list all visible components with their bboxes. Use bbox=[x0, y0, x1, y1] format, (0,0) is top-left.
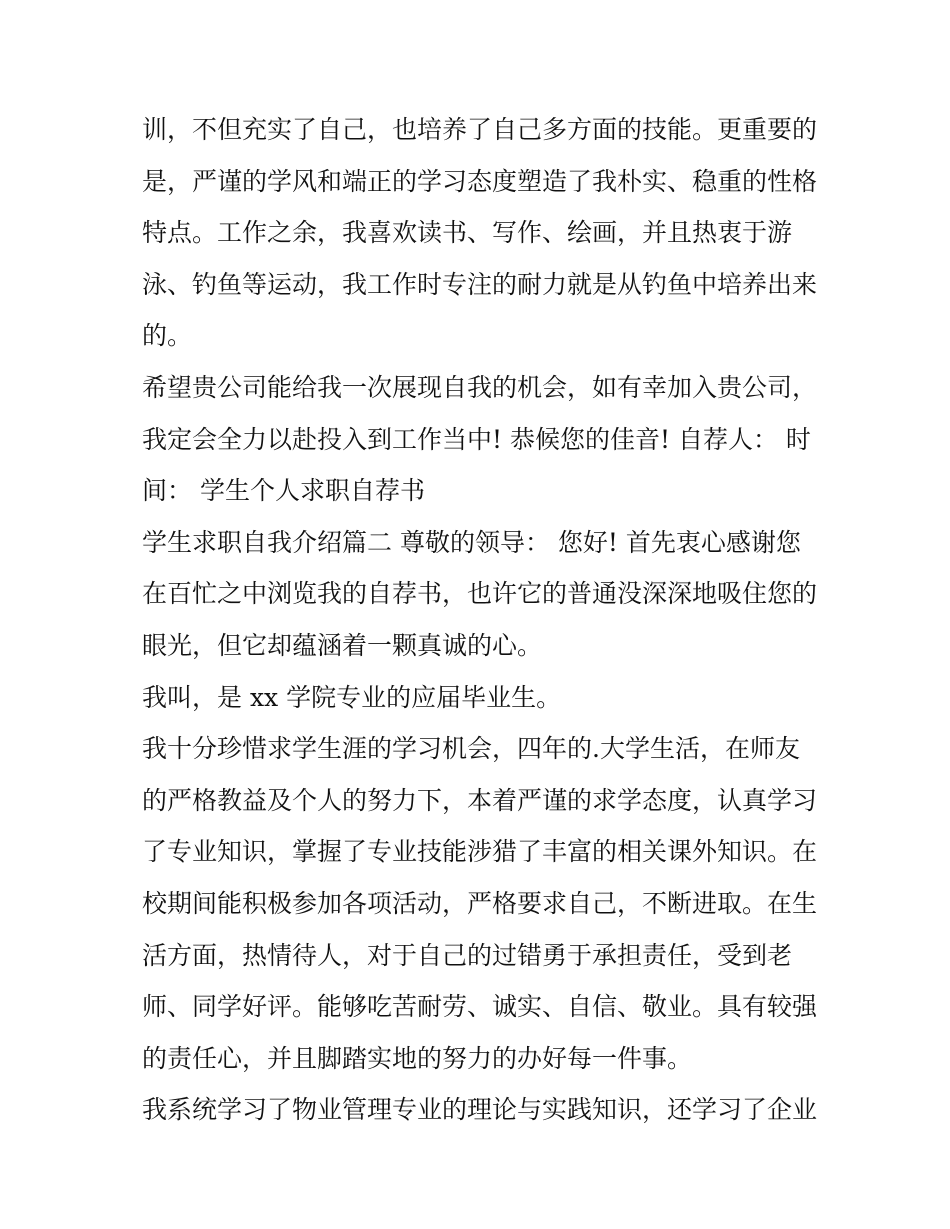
text-line: 我叫，是 xx 学院专业的应届毕业生。 bbox=[142, 682, 562, 712]
text-line: 的严格教益及个人的努力下，本着严谨的求学态度，认真学习 bbox=[142, 785, 818, 815]
text-line: 活方面，热情待人，对于自己的过错勇于承担责任，受到老 bbox=[142, 940, 793, 970]
text-line: 训，不但充实了自己，也培养了自己多方面的技能。更重要的 bbox=[142, 115, 818, 144]
text-line: 在百忙之中浏览我的自荐书，也许它的普通没深深地吸住您的 bbox=[142, 579, 818, 609]
document-body bbox=[142, 104, 818, 1136]
text-line: 师、同学好评。能够吃苦耐劳、诚实、自信、敬业。具有较强 bbox=[142, 992, 818, 1022]
text-line: 的。 bbox=[142, 321, 193, 351]
text-line: 了专业知识，掌握了专业技能涉猎了丰富的相关课外知识。在 bbox=[142, 837, 818, 867]
text-line: 眼光，但它却蕴涵着一颗真诚的心。 bbox=[142, 630, 543, 660]
text-line: 希望贵公司能给我一次展现自我的机会，如有幸加入贵公司， bbox=[142, 372, 818, 402]
text-line: 是，严谨的学风和端正的学习态度塑造了我朴实、稳重的性格 bbox=[142, 166, 818, 196]
text-line: 我十分珍惜求学生涯的学习机会，四年的.大学生活，在师友 bbox=[142, 734, 800, 764]
text-line: 学生求职自我介绍篇二 尊敬的领导： 您好! 首先衷心感谢您 bbox=[142, 527, 801, 557]
text-line: 我定会全力以赴投入到工作当中! 恭候您的佳音! 自荐人： 时 bbox=[142, 424, 811, 454]
text-line: 校期间能积极参加各项活动，严格要求自己，不断进取。在生 bbox=[142, 888, 818, 918]
text-line: 的责任心，并且脚踏实地的努力的办好每一件事。 bbox=[142, 1043, 693, 1073]
text-line: 特点。工作之余，我喜欢读书、写作、绘画，并且热衷于游 bbox=[142, 218, 793, 248]
text-line: 间： 学生个人求职自荐书 bbox=[142, 476, 425, 506]
text-line: 泳、钓鱼等运动，我工作时专注的耐力就是从钓鱼中培养出来 bbox=[142, 269, 818, 299]
text-line: 我系统学习了物业管理专业的理论与实践知识，还学习了企业 bbox=[142, 1095, 818, 1125]
